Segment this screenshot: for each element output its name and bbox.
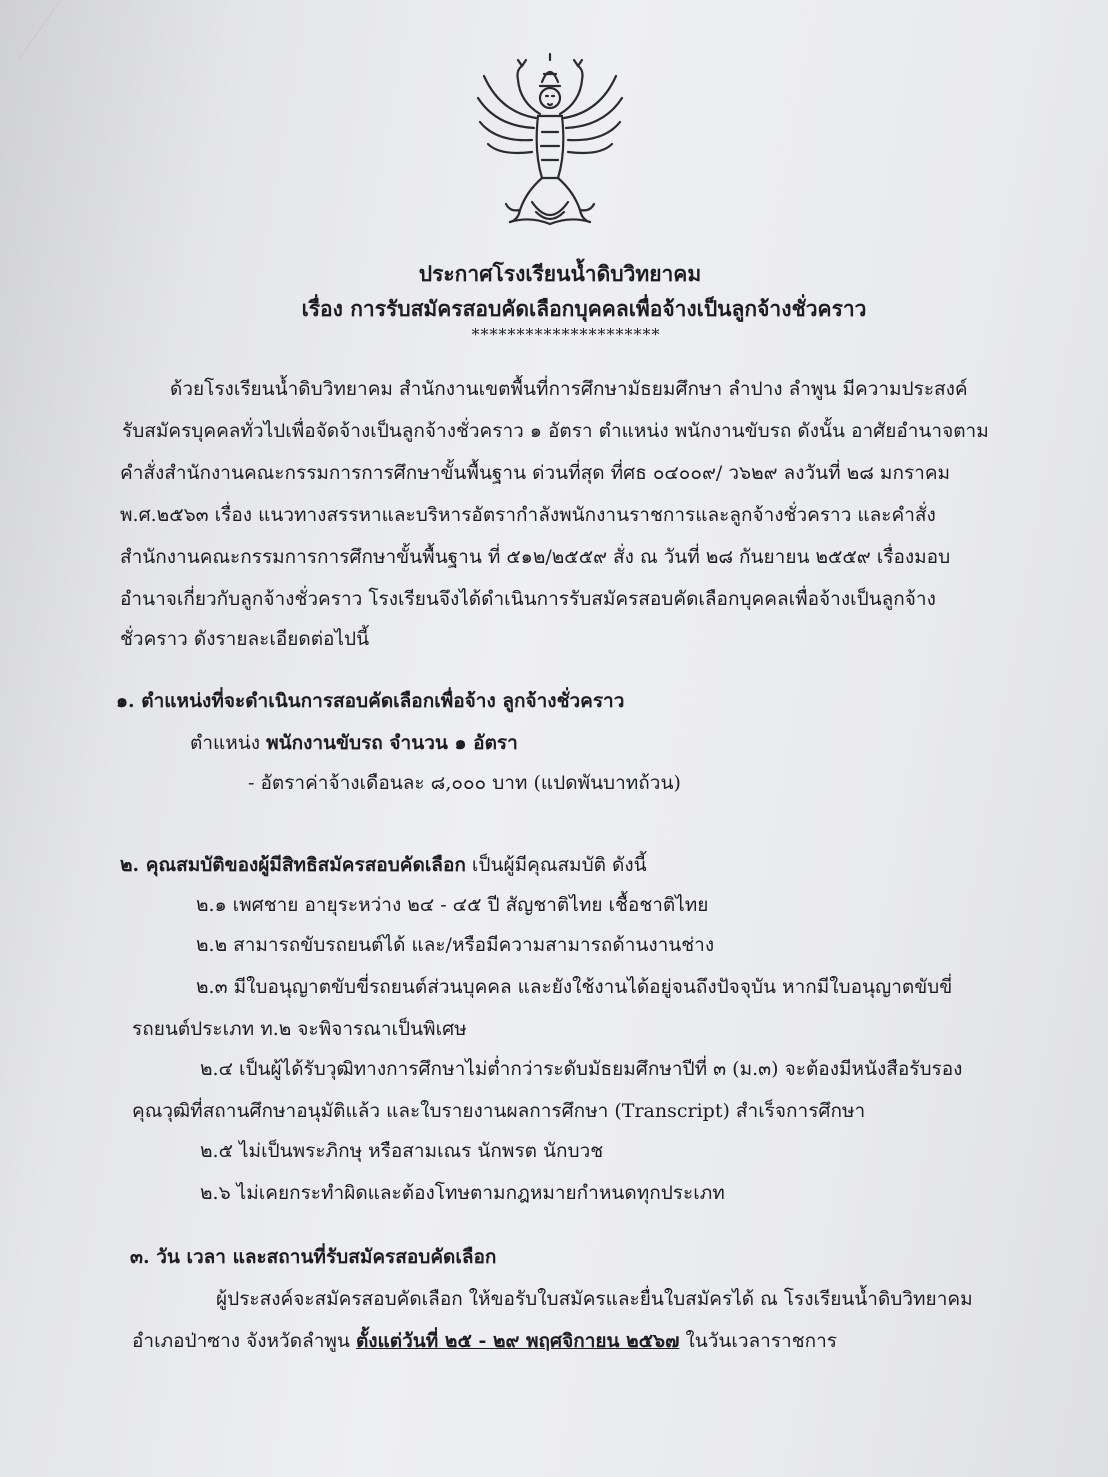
page-fold-mark: [0, 0, 61, 60]
qualification-2-1: ๒.๑ เพศชาย อายุระหว่าง ๒๔ - ๔๕ ปี สัญชาติไทย เชื้อชาติไทย: [196, 894, 709, 916]
announcement-title: ประกาศโรงเรียนน้ำดิบวิทยาคม: [418, 261, 702, 286]
qualification-2-6: ๒.๖ ไม่เคยกระทำผิดและต้องโทษตามกฎหมายกำหนดทุกประเภท: [200, 1182, 725, 1204]
intro-line-4: พ.ศ.๒๕๖๓ เรื่อง แนวทางสรรหาและบริหารอัตรากำลังพนักงานราชการและลูกจ้างชั่วคราว และคำสั่ง: [120, 504, 936, 526]
position-value: พนักงานขับรถ จำนวน ๑ อัตรา: [266, 732, 518, 754]
announcement-subject: เรื่อง การรับสมัครสอบคัดเลือกบุคคลเพื่อจ้างเป็นลูกจ้างชั่วคราว: [301, 296, 867, 321]
intro-line-6: อำนาจเกี่ยวกับลูกจ้างชั่วคราว โรงเรียนจึงได้ดำเนินการรับสมัครสอบคัดเลือกบุคคลเพื่อจ้างเป็นลูกจ้าง: [120, 588, 936, 610]
section-3-dates: ตั้งแต่วันที่ ๒๕ - ๒๙ พฤศจิกายน ๒๕๖๗: [355, 1330, 680, 1352]
section-1-heading: ๑. ตำแหน่งที่จะดำเนินการสอบคัดเลือกเพื่อจ้าง ลูกจ้างชั่วคราว: [116, 690, 625, 712]
section-2-heading-line: [120, 852, 647, 878]
position-prefix: ตำแหน่ง: [190, 732, 267, 754]
section-1-position: [190, 730, 518, 756]
section-3-line-1: ผู้ประสงค์จะสมัครสอบคัดเลือก ให้ขอรับใบสมัครและยื่นใบสมัครได้ ณ โรงเรียนน้ำดิบวิทยาคม: [216, 1288, 973, 1310]
intro-line-7: ชั่วคราว ดังรายละเอียดต่อไปนี้: [120, 628, 370, 650]
separator-stars: *********************: [471, 325, 661, 344]
qualification-2-2: ๒.๒ สามารถขับรถยนต์ได้ และ/หรือมีความสามารถด้านงานช่าง: [196, 934, 715, 956]
garuda-emblem-icon: [470, 52, 630, 232]
intro-line-2: รับสมัครบุคคลทั่วไปเพื่อจัดจ้างเป็นลูกจ้างชั่วคราว ๑ อัตรา ตำแหน่ง พนักงานขับรถ ดังนั้น อาศัยอำนาจตาม: [122, 420, 989, 442]
intro-line-1: ด้วยโรงเรียนน้ำดิบวิทยาคม สำนักงานเขตพื้นที่การศึกษามัธยมศึกษา ลำปาง ลำพูน มีความประสงค์: [170, 378, 968, 400]
section-2-heading: ๒. คุณสมบัติของผู้มีสิทธิสมัครสอบคัดเลือก: [120, 854, 466, 876]
section-3-heading: ๓. วัน เวลา และสถานที่รับสมัครสอบคัดเลือก: [130, 1246, 497, 1268]
section-3-office-hours: ในวันเวลาราชการ: [679, 1330, 837, 1352]
qualification-2-4a: ๒.๔ เป็นผู้ได้รับวุฒิทางการศึกษาไม่ต่ำกว่าระดับมัธยมศึกษาปีที่ ๓ (ม.๓) จะต้องมีหนังสือรับรอง: [200, 1058, 963, 1080]
qualification-2-3b: รถยนต์ประเภท ท.๒ จะพิจารณาเป็นพิเศษ: [132, 1018, 467, 1040]
section-1-salary: - อัตราค่าจ้างเดือนละ ๘,๐๐๐ บาท (แปดพันบาทถ้วน): [248, 772, 681, 794]
intro-line-5: สำนักงานคณะกรรมการการศึกษาขั้นพื้นฐาน ที่ ๕๑๒/๒๕๕๙ สั่ง ณ วันที่ ๒๘ กันยายน ๒๕๕๙ เรื่องมอบ: [120, 546, 951, 568]
section-3-line-2: [132, 1328, 837, 1354]
section-2-heading-tail: เป็นผู้มีคุณสมบัติ ดังนี้: [465, 854, 647, 876]
section-3-location: อำเภอป่าซาง จังหวัดลำพูน: [132, 1330, 356, 1352]
intro-line-3: คำสั่งสำนักงานคณะกรรมการการศึกษาขั้นพื้นฐาน ด่วนที่สุด ที่ศธ ๐๔๐๐๙/ ว๖๒๙ ลงวันที่ ๒๘ มกราคม: [120, 462, 951, 484]
qualification-2-5: ๒.๕ ไม่เป็นพระภิกษุ หรือสามเณร นักพรต นักบวช: [200, 1140, 604, 1162]
qualification-2-4b: คุณวุฒิที่สถานศึกษาอนุมัติแล้ว และใบรายงานผลการศึกษา (Transcript) สำเร็จการศึกษา: [132, 1100, 866, 1122]
qualification-2-3a: ๒.๓ มีใบอนุญาตขับขี่รถยนต์ส่วนบุคคล และยังใช้งานได้อยู่จนถึงปัจจุบัน หากมีใบอนุญาตขับขี่: [196, 976, 953, 998]
